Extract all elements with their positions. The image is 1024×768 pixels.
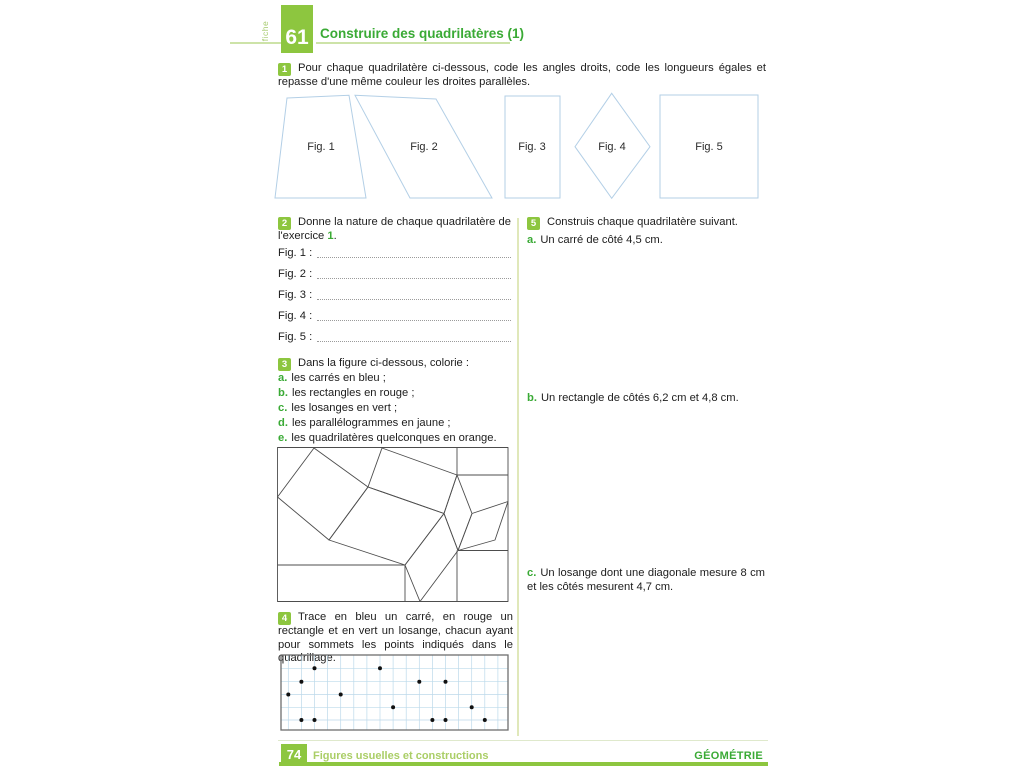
exercise3-item-e: e. les quadrilatères quelconques en orange. bbox=[278, 432, 497, 444]
footer-top-rule bbox=[278, 740, 768, 741]
dotted-answer-line bbox=[317, 331, 511, 342]
exercise1-text: Pour chaque quadrilatère ci-dessous, code les angles droits, code les longueurs égales et repasse d'une même couleur les droites parallèles. bbox=[278, 62, 766, 88]
exercise5-intro: Construis chaque quadrilatère suivant. bbox=[547, 216, 738, 228]
grid-dot bbox=[378, 666, 382, 670]
answer-row-fig5: Fig. 5 : bbox=[278, 331, 511, 344]
exercise2-statement bbox=[278, 216, 511, 244]
fig1-label: Fig. 1 bbox=[307, 141, 335, 153]
page-number: 74 bbox=[286, 747, 302, 762]
grid-dot bbox=[313, 666, 317, 670]
grid-dot bbox=[286, 693, 290, 697]
answer-row-fig4: Fig. 4 : bbox=[278, 310, 511, 323]
right-quadrilateral bbox=[458, 502, 508, 551]
grid-dot bbox=[313, 718, 317, 722]
small-rhombus bbox=[444, 475, 472, 551]
top-parallelogram bbox=[368, 448, 457, 514]
column-separator bbox=[517, 218, 519, 736]
exercise3-intro: Dans la figure ci-dessous, colorie : bbox=[298, 357, 469, 369]
exercise2-number-badge: 2 bbox=[278, 217, 291, 230]
grid-dot bbox=[339, 693, 343, 697]
dotted-answer-line bbox=[317, 247, 511, 258]
exercise3-number-badge: 3 bbox=[278, 358, 291, 371]
exercise1-statement bbox=[278, 62, 766, 90]
exercise5-item-a: a. Un carré de côté 4,5 cm. bbox=[527, 234, 663, 246]
answer-row-fig2: Fig. 2 : bbox=[278, 268, 511, 281]
exercise5-item-c: c. Un losange dont une diagonale mesure 8 cm et les côtés mesurent 4,7 cm. bbox=[527, 567, 765, 593]
exercise4-number-badge: 4 bbox=[278, 612, 291, 625]
fig5-label: Fig. 5 bbox=[695, 141, 723, 153]
fig3-label: Fig. 3 bbox=[518, 141, 546, 153]
title-underline bbox=[316, 42, 510, 44]
exercise5-number-badge: 5 bbox=[527, 217, 540, 230]
answer-row-fig3: Fig. 3 : bbox=[278, 289, 511, 302]
exercise3-item-a: a. les carrés en bleu ; bbox=[278, 372, 386, 384]
tilted-square bbox=[278, 448, 369, 540]
middle-parallelogram bbox=[329, 487, 444, 565]
grid-dot bbox=[430, 718, 434, 722]
worksheet-number: 61 bbox=[285, 26, 309, 49]
dotted-answer-line bbox=[317, 268, 511, 279]
exercise1-figures bbox=[270, 88, 766, 204]
dotted-answer-line bbox=[317, 289, 511, 300]
exercise4-grid bbox=[279, 653, 510, 732]
footer-section-title: Figures usuelles et constructions bbox=[313, 750, 489, 762]
answer-row-fig1: Fig. 1 : bbox=[278, 247, 511, 260]
fiche-vertical-label: fiche bbox=[260, 20, 270, 42]
grid-dot bbox=[299, 718, 303, 722]
exercise3-item-c: c. les losanges en vert ; bbox=[278, 402, 398, 414]
grid-dot bbox=[391, 705, 395, 709]
page-title: Construire des quadrilatères (1) bbox=[320, 26, 525, 41]
exercise5-item-b: b. Un rectangle de côtés 6,2 cm et 4,8 cm. bbox=[527, 392, 739, 404]
exercise3-item-d: d. les parallélogrammes en jaune ; bbox=[278, 417, 451, 429]
exercise3-item-b: b. les rectangles en rouge ; bbox=[278, 387, 415, 399]
exercise4-text: Trace en bleu un carré, en rouge un rectangle et en vert un losange, chacun ayant pour sommets les points indiqués dans le quadrillage. bbox=[278, 611, 513, 664]
exercise3-statement bbox=[278, 357, 511, 371]
bottom-parallelogram bbox=[405, 514, 458, 602]
grid-dot bbox=[299, 680, 303, 684]
figure-outer-border bbox=[278, 448, 509, 602]
exercise5-statement bbox=[527, 216, 765, 230]
exercise2-text: Donne la nature de chaque quadrilatère de l'exercice bbox=[278, 216, 511, 242]
exercise3-figure bbox=[276, 446, 510, 603]
worksheet-number-box bbox=[281, 5, 313, 53]
footer-green-bar bbox=[279, 762, 768, 766]
exercise2-ref: 1 bbox=[327, 230, 334, 242]
exercise1-number-badge: 1 bbox=[278, 63, 291, 76]
grid-dot bbox=[444, 680, 448, 684]
grid-dot bbox=[470, 705, 474, 709]
dotted-answer-line bbox=[317, 310, 511, 321]
grid-dot bbox=[444, 718, 448, 722]
exercise2-text-after: . bbox=[333, 230, 337, 242]
grid-dot bbox=[417, 680, 421, 684]
footer-domain-label: GÉOMÉTRIE bbox=[694, 750, 763, 762]
grid-dot bbox=[483, 718, 487, 722]
fig2-label: Fig. 2 bbox=[410, 141, 438, 153]
fig4-label: Fig. 4 bbox=[598, 141, 626, 153]
